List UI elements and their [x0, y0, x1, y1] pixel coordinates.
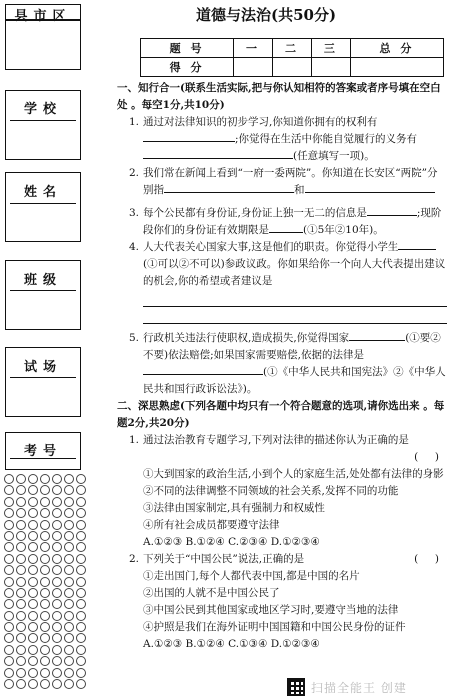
bubble-circle	[28, 599, 38, 609]
bubble-circle	[40, 611, 50, 621]
bubble-circle	[64, 633, 74, 643]
question-number: 2.	[129, 167, 140, 179]
bubble-circle	[28, 497, 38, 507]
bubble-circle	[4, 577, 14, 587]
bubble-circle	[28, 565, 38, 575]
bubble-circle	[76, 474, 86, 484]
bubble-circle	[40, 645, 50, 655]
bubble-circle	[76, 656, 86, 666]
bubble-circle	[40, 485, 50, 495]
bubble-circle	[52, 554, 62, 564]
section2-heading: 二、深思熟虑(下列各题中均只有一个符合题意的选项,请你选出来 。每题2分,共20分)	[117, 400, 445, 429]
bubble-circle	[40, 565, 50, 575]
bubble-circle	[76, 588, 86, 598]
bubble-circle	[76, 542, 86, 552]
bubble-circle	[76, 633, 86, 643]
bubble-circle	[28, 474, 38, 484]
bubble-circle	[40, 633, 50, 643]
bubble-circle	[52, 520, 62, 530]
scanner-watermark: 扫描全能王 创建	[311, 681, 407, 695]
name-label: 姓名	[23, 185, 62, 200]
bubble-circle	[52, 622, 62, 632]
answer-parentheses[interactable]: ( )	[414, 553, 439, 565]
bubble-circle	[28, 577, 38, 587]
bubble-circle	[40, 520, 50, 530]
bubble-circle	[16, 679, 26, 689]
option-text: ③法律由国家制定,具有强制力和权威性	[143, 502, 325, 514]
bubble-circle	[28, 679, 38, 689]
class-field[interactable]	[5, 260, 81, 330]
question-2-1: 1. 通过法治教育专题学习,下列对法律的描述你认为正确的是 ( ) ①大到国家的政治生活,小到个人的家庭生活,处处都有法律的身影 ②不同的法律调整不同领域的社会关系,发挥不同的功能 ③法律由国家制定,具有强制力和权威性 ④所有社会成员都要遵守法律 A.①②③ B.①②④ C.②③④ D.①②③④	[129, 432, 447, 551]
score-table	[140, 38, 444, 77]
bubble-circle	[4, 497, 14, 507]
bubble-circle	[4, 508, 14, 518]
exam-room-divider	[10, 377, 76, 378]
bubble-circle	[76, 577, 86, 587]
bubble-circle	[16, 474, 26, 484]
question-1-1: 1. 通过对法律知识的初步学习,你知道你拥有的权利有;你觉得在生活中你能自觉履行的义务有(任意填写一项)。	[129, 116, 418, 162]
bubble-circle	[28, 554, 38, 564]
option-text: ③中国公民到其他国家或地区学习时,要遵守当地的法律	[143, 604, 399, 616]
answer-blank[interactable]	[398, 249, 436, 250]
bubble-circle	[4, 668, 14, 678]
bubble-circle	[52, 679, 62, 689]
exam-no-field[interactable]	[5, 432, 81, 470]
answer-blank[interactable]	[305, 192, 435, 193]
bubble-circle	[16, 542, 26, 552]
bubble-circle	[28, 645, 38, 655]
county-label: 县市区	[14, 9, 72, 24]
answer-choices: A.①②③ B.①②④ C.①③④ D.①②③④	[143, 638, 320, 650]
bubble-circle	[52, 633, 62, 643]
bubble-circle	[76, 668, 86, 678]
bubble-circle	[40, 577, 50, 587]
class-divider	[10, 290, 76, 291]
bubble-circle	[40, 554, 50, 564]
bubble-circle	[52, 577, 62, 587]
bubble-circle	[16, 531, 26, 541]
class-label: 班级	[23, 273, 62, 288]
school-label: 学校	[23, 102, 62, 117]
answer-blank[interactable]	[164, 192, 294, 193]
bubble-circle	[64, 497, 74, 507]
bubble-circle	[16, 508, 26, 518]
bubble-circle	[64, 668, 74, 678]
question-number: 1.	[129, 434, 140, 446]
bubble-circle	[16, 588, 26, 598]
bubble-circle	[76, 599, 86, 609]
bubble-circle	[52, 656, 62, 666]
question-1-5: 5. 行政机关违法行使职权,造成损失,你觉得国家 (①要②不要)依法赔偿;如果国家需要赔偿,依据的法律是(①《中华人民共和国宪法》②《中华人民共和国行政诉讼法》)。	[129, 332, 446, 395]
bubble-circle	[40, 474, 50, 484]
score-cell-total[interactable]	[350, 58, 443, 77]
bubble-circle	[28, 668, 38, 678]
exam-no-divider	[10, 458, 76, 459]
bubble-circle	[64, 645, 74, 655]
bubble-circle	[52, 542, 62, 552]
question-number: 2.	[129, 553, 140, 565]
answer-bubble-grid	[4, 474, 88, 694]
name-divider	[10, 203, 76, 204]
bubble-circle	[76, 554, 86, 564]
bubble-circle	[40, 508, 50, 518]
bubble-circle	[16, 554, 26, 564]
bubble-circle	[4, 520, 14, 530]
bubble-circle	[28, 485, 38, 495]
bubble-circle	[64, 542, 74, 552]
bubble-circle	[40, 531, 50, 541]
exam-room-field[interactable]	[5, 347, 81, 417]
bubble-circle	[52, 485, 62, 495]
bubble-circle	[4, 611, 14, 621]
question-number: 4.	[129, 241, 140, 253]
bubble-circle	[52, 588, 62, 598]
bubble-circle	[52, 611, 62, 621]
bubble-circle	[76, 565, 86, 575]
question-2-2: 2. 下列关于“中国公民”说法,正确的是 ( ) ①走出国门,每个人都代表中国,都是中国的名片 ②出国的人就不是中国公民了 ③中国公民到其他国家或地区学习时,要遵守当地的法律 ④护照是我们在海外证明中国国籍和中国公民身份的证件 A.①②③ B.①②④ C.①③④ D.①②③④	[129, 551, 447, 653]
bubble-circle	[64, 656, 74, 666]
bubble-circle	[64, 531, 74, 541]
binding-sidebar	[0, 0, 100, 700]
bubble-circle	[52, 668, 62, 678]
answer-blank[interactable]	[143, 374, 263, 375]
option-text: ②不同的法律调整不同领域的社会关系,发挥不同的功能	[143, 485, 399, 497]
bubble-circle	[64, 508, 74, 518]
bubble-circle	[76, 679, 86, 689]
score-cell-1[interactable]	[234, 58, 273, 77]
question-1-3: 3. 每个公民都有身份证,身份证上独一无二的信息是 ;现阶段你们的身份证有效期限是 (①5年②10年)。	[129, 207, 442, 236]
bubble-circle	[76, 497, 86, 507]
score-header-total: 总 分	[350, 39, 443, 58]
school-divider	[10, 120, 76, 121]
qr-code-icon	[287, 678, 305, 696]
bubble-circle	[76, 622, 86, 632]
bubble-circle	[40, 622, 50, 632]
score-row-label: 得 分	[141, 58, 234, 77]
bubble-circle	[16, 622, 26, 632]
bubble-circle	[4, 531, 14, 541]
bubble-circle	[76, 531, 86, 541]
answer-blank[interactable]	[143, 158, 293, 159]
option-text: ①大到国家的政治生活,小到个人的家庭生活,处处都有法律的身影	[143, 468, 444, 480]
bubble-circle	[40, 542, 50, 552]
bubble-circle	[16, 497, 26, 507]
bubble-circle	[52, 599, 62, 609]
bubble-circle	[4, 656, 14, 666]
option-text: ②出国的人就不是中国公民了	[143, 587, 280, 599]
bubble-circle	[16, 645, 26, 655]
bubble-circle	[16, 668, 26, 678]
bubble-circle	[28, 588, 38, 598]
bubble-circle	[28, 520, 38, 530]
score-cell-3[interactable]	[311, 58, 350, 77]
bubble-circle	[4, 679, 14, 689]
answer-blank[interactable]	[143, 141, 235, 142]
bubble-circle	[64, 520, 74, 530]
answer-line[interactable]	[143, 307, 447, 324]
bubble-circle	[28, 622, 38, 632]
bubble-circle	[40, 679, 50, 689]
question-number: 1.	[129, 116, 140, 128]
bubble-circle	[64, 679, 74, 689]
bubble-circle	[40, 497, 50, 507]
bubble-circle	[28, 542, 38, 552]
question-1-2: 2. 我们常在新闻上看到“一府一委两院”。你知道在长安区“两院”分别指 和	[129, 167, 438, 196]
exam-no-label: 考号	[23, 444, 62, 459]
option-text: ④所有社会成员都要遵守法律	[143, 519, 280, 531]
bubble-circle	[40, 599, 50, 609]
answer-blank[interactable]	[349, 340, 405, 341]
bubble-circle	[28, 611, 38, 621]
bubble-circle	[52, 645, 62, 655]
bubble-circle	[64, 485, 74, 495]
bubble-circle	[28, 633, 38, 643]
question-1-4: 4. 人大代表关心国家大事,这是他们的职责。你觉得小学生(①可以②不可以)参政议政。你如果给你一个向人大代表提出建议的机会,你的希望或者建议是	[129, 239, 447, 324]
bubble-circle	[64, 554, 74, 564]
bubble-circle	[16, 611, 26, 621]
name-field[interactable]	[5, 172, 81, 242]
bubble-circle	[76, 645, 86, 655]
answer-parentheses[interactable]: ( )	[414, 451, 439, 463]
bubble-circle	[16, 485, 26, 495]
bubble-circle	[4, 542, 14, 552]
county-field[interactable]	[5, 20, 81, 70]
bubble-circle	[28, 508, 38, 518]
bubble-circle	[64, 622, 74, 632]
bubble-circle	[76, 611, 86, 621]
bubble-circle	[52, 497, 62, 507]
bubble-circle	[16, 599, 26, 609]
bubble-circle	[64, 474, 74, 484]
bubble-circle	[4, 565, 14, 575]
answer-line[interactable]	[143, 290, 447, 307]
bubble-circle	[16, 656, 26, 666]
page-title: 道德与法治(共50分)	[196, 6, 337, 24]
answer-choices: A.①②③ B.①②④ C.②③④ D.①②③④	[143, 536, 320, 548]
section1-heading: 一、知行合一(联系生活实际,把与你认知相符的答案或者序号填在空白处 。每空1分,共10分)	[117, 82, 441, 111]
score-header-label: 题 号	[141, 39, 234, 58]
exam-content	[117, 80, 447, 653]
bubble-circle	[16, 520, 26, 530]
bubble-circle	[28, 531, 38, 541]
bubble-circle	[40, 656, 50, 666]
bubble-circle	[28, 656, 38, 666]
bubble-circle	[64, 577, 74, 587]
bubble-circle	[4, 474, 14, 484]
answer-blank[interactable]	[367, 215, 417, 216]
answer-blank[interactable]	[269, 232, 303, 233]
bubble-circle	[76, 508, 86, 518]
score-cell-2[interactable]	[273, 58, 312, 77]
bubble-circle	[4, 633, 14, 643]
bubble-circle	[76, 520, 86, 530]
question-number: 3.	[129, 207, 140, 219]
exam-room-label: 试场	[23, 360, 62, 375]
bubble-circle	[40, 668, 50, 678]
score-header-3: 三	[311, 39, 350, 58]
score-header-2: 二	[273, 39, 312, 58]
school-field[interactable]	[5, 90, 81, 160]
bubble-circle	[4, 554, 14, 564]
bubble-circle	[4, 588, 14, 598]
option-text: ①走出国门,每个人都代表中国,都是中国的名片	[143, 570, 360, 582]
bubble-circle	[4, 485, 14, 495]
bubble-circle	[52, 531, 62, 541]
bubble-circle	[64, 611, 74, 621]
bubble-circle	[64, 565, 74, 575]
bubble-circle	[52, 508, 62, 518]
option-text: ④护照是我们在海外证明中国国籍和中国公民身份的证件	[143, 621, 406, 633]
question-number: 5.	[129, 332, 140, 344]
bubble-circle	[52, 474, 62, 484]
bubble-circle	[52, 565, 62, 575]
bubble-circle	[4, 599, 14, 609]
bubble-circle	[64, 599, 74, 609]
bubble-circle	[16, 565, 26, 575]
score-header-1: 一	[234, 39, 273, 58]
bubble-circle	[4, 622, 14, 632]
bubble-circle	[16, 577, 26, 587]
bubble-circle	[40, 588, 50, 598]
bubble-circle	[76, 485, 86, 495]
bubble-circle	[4, 645, 14, 655]
bubble-circle	[64, 588, 74, 598]
bubble-circle	[16, 633, 26, 643]
